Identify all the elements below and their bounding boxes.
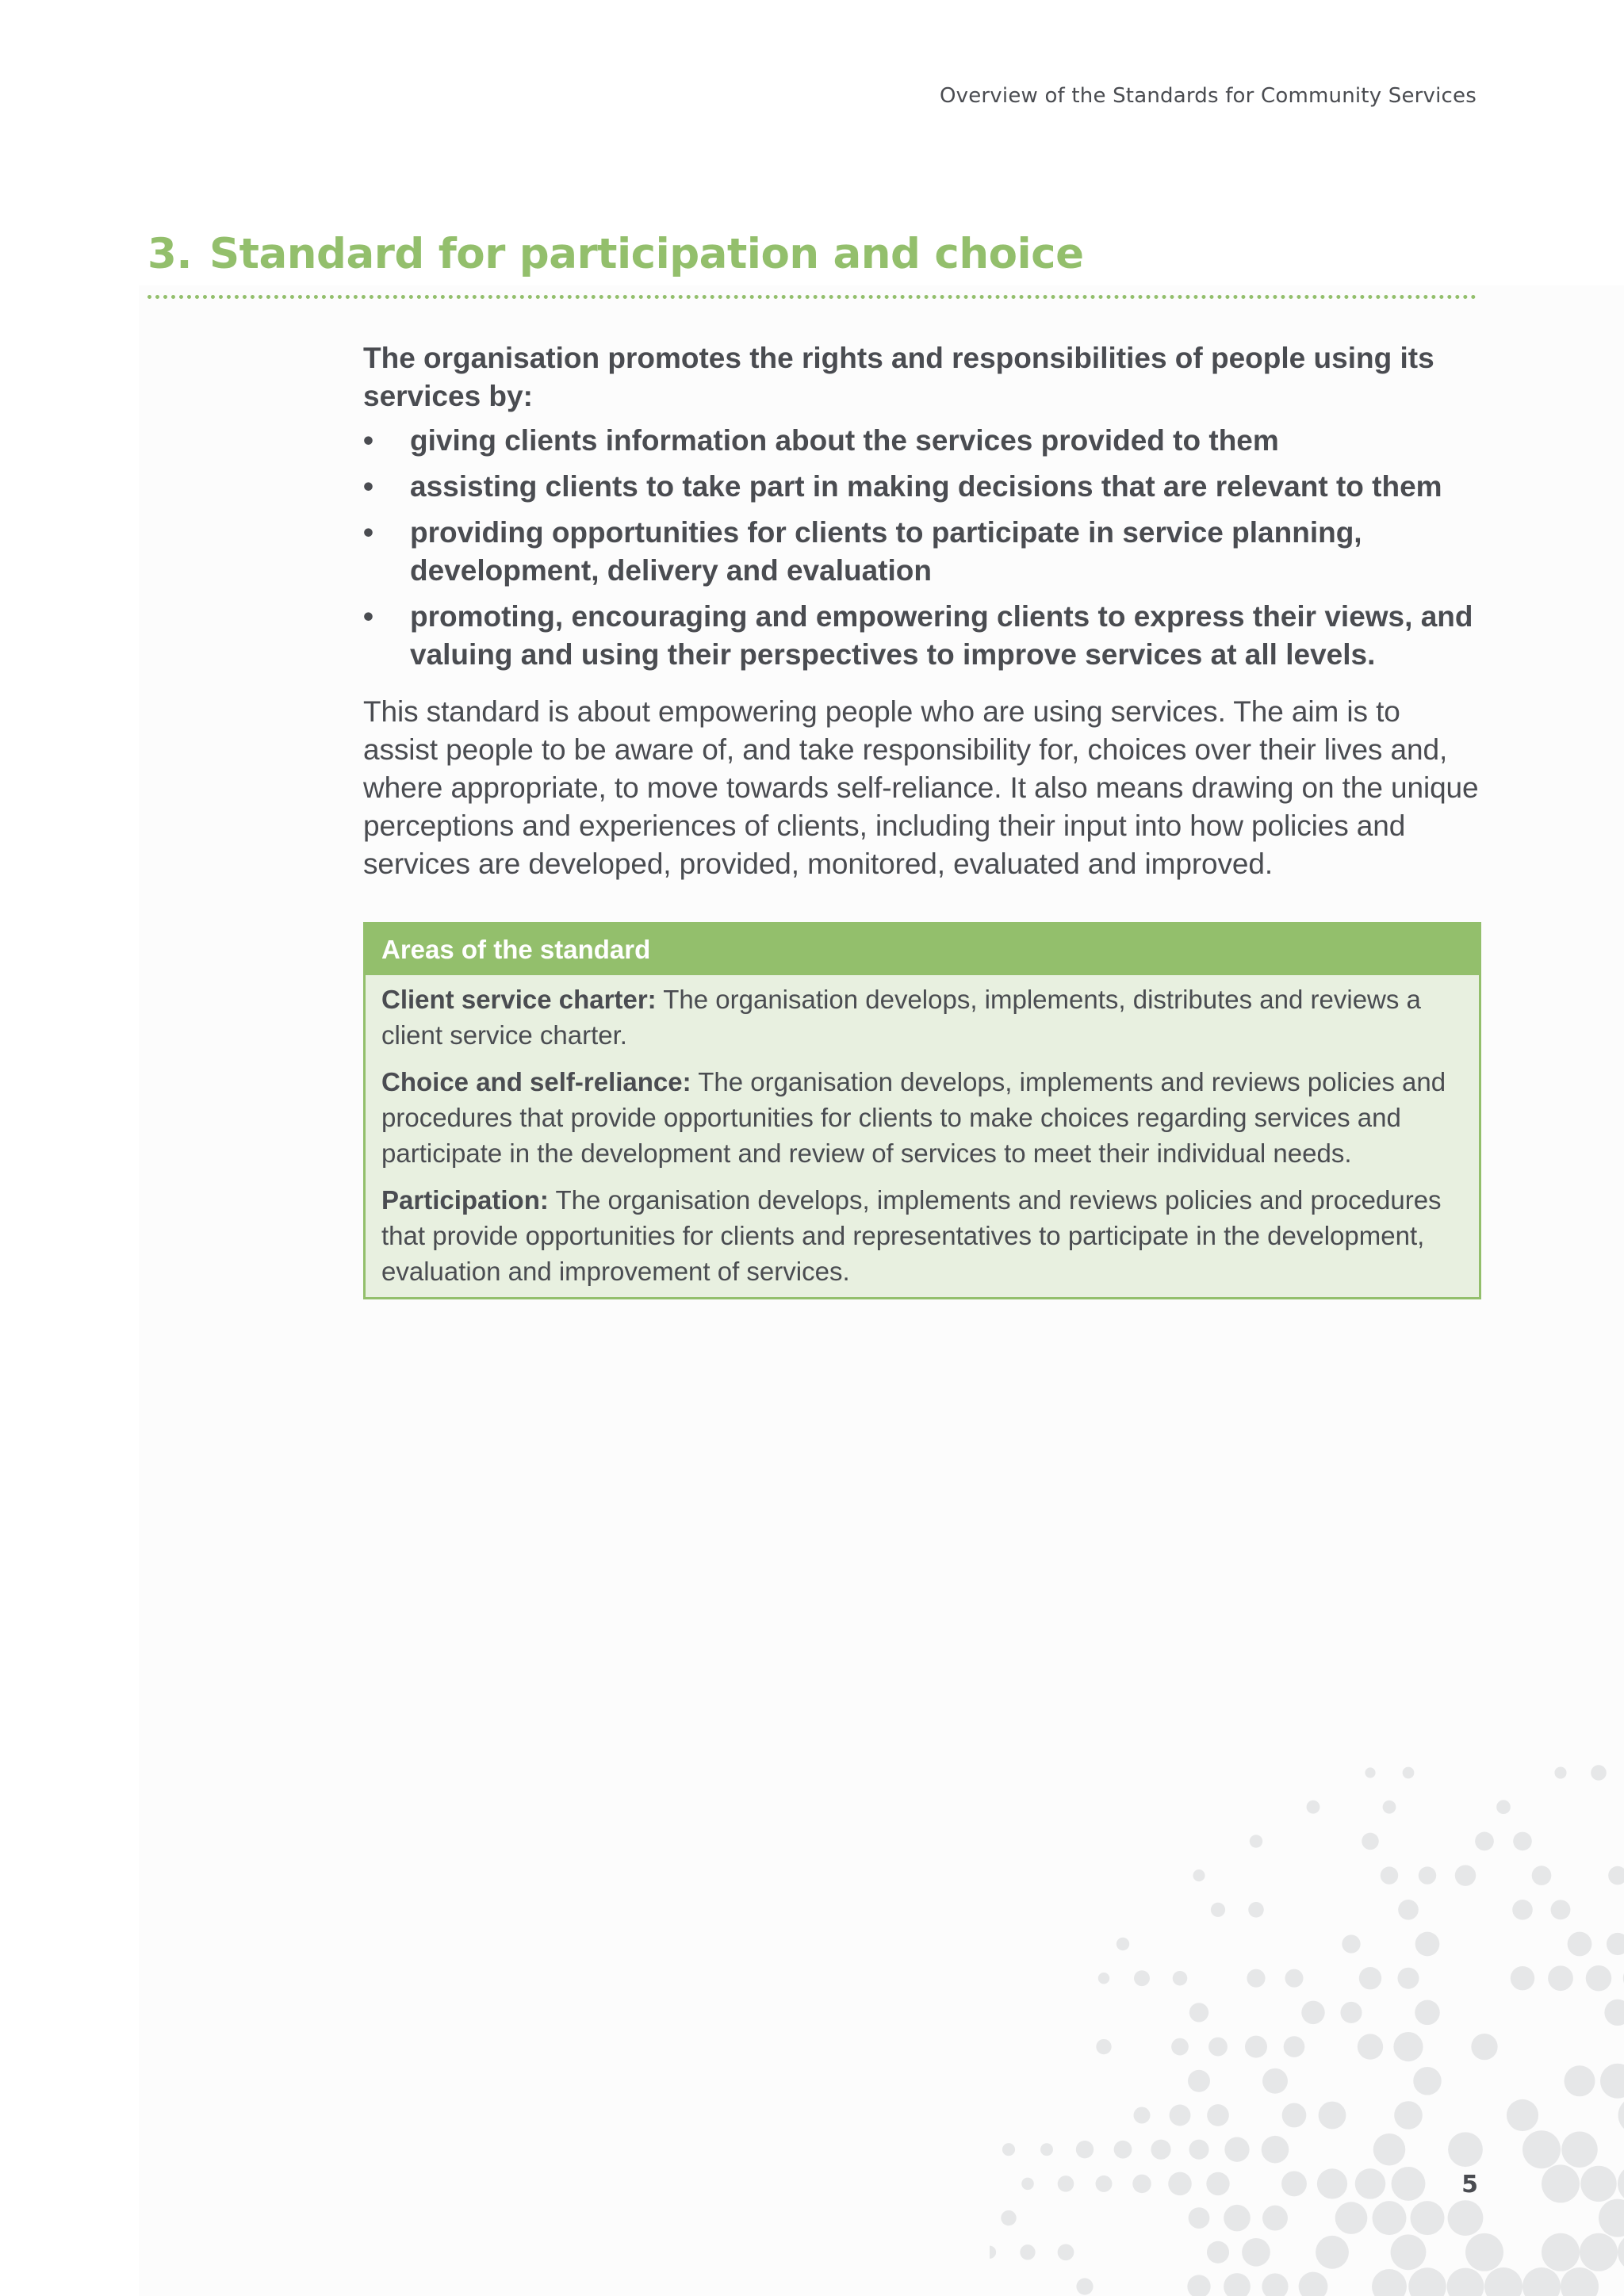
decorative-dot xyxy=(1021,2178,1034,2191)
decorative-dot xyxy=(1207,2104,1229,2126)
decorative-dot xyxy=(1604,1999,1624,2026)
decorative-dot xyxy=(1383,1800,1396,1814)
decorative-dot xyxy=(1224,2205,1251,2232)
decorative-dot xyxy=(1415,1932,1440,1957)
decorative-dot xyxy=(1247,1969,1265,1988)
decorative-dot xyxy=(1132,2175,1151,2194)
decorative-dot xyxy=(1512,1900,1533,1920)
decorative-dot xyxy=(1355,2168,1386,2199)
decorative-dot xyxy=(1455,1865,1476,1885)
decorative-dot xyxy=(1448,2132,1483,2167)
decorative-dot xyxy=(1098,1973,1109,1984)
decorative-dot xyxy=(1187,2275,1210,2296)
bullet-icon: • xyxy=(363,424,373,457)
decorative-dot xyxy=(1189,2207,1210,2229)
decorative-dot xyxy=(1599,2199,1624,2237)
decorative-dot xyxy=(1020,2244,1035,2260)
decorative-dot xyxy=(1134,1970,1150,1986)
decorative-dot xyxy=(1096,2039,1111,2054)
decorative-dot xyxy=(1224,2137,1249,2162)
decorative-dot xyxy=(1397,1968,1419,1989)
decorative-dot xyxy=(1580,2233,1618,2271)
decorative-dot xyxy=(1168,2172,1192,2196)
running-header: Overview of the Standards for Community Services xyxy=(939,84,1477,108)
decorative-dot xyxy=(1392,2167,1426,2201)
decorative-dot xyxy=(990,2246,996,2259)
decorative-dot xyxy=(1465,2233,1503,2271)
decorative-dot xyxy=(1393,2032,1423,2061)
decorative-dot xyxy=(1208,2038,1228,2057)
decorative-dot xyxy=(1358,2034,1383,2059)
decorative-dot xyxy=(1471,2034,1497,2060)
decorative-dot xyxy=(1580,2166,1616,2202)
decorative-dot xyxy=(1058,2244,1074,2260)
decorative-dot xyxy=(1189,2003,1208,2022)
bullet-icon: • xyxy=(363,600,373,633)
decorative-dot xyxy=(1342,1934,1360,1953)
decorative-dot xyxy=(1248,1902,1264,1918)
decorative-dot xyxy=(1096,2175,1113,2192)
decorative-dot xyxy=(1316,2236,1349,2269)
decorative-dot xyxy=(1373,2133,1406,2166)
decorative-dot xyxy=(1317,2168,1347,2198)
decorative-dot xyxy=(1618,2233,1624,2271)
list-item xyxy=(363,468,1481,506)
areas-of-standard-box xyxy=(363,922,1481,1299)
decorative-dot xyxy=(1564,2065,1595,2096)
decorative-dot xyxy=(1542,2233,1580,2271)
decorative-dot xyxy=(1398,1900,1419,1920)
section-title-text: Standard for participation and choice xyxy=(209,230,1084,278)
decorative-dot xyxy=(1170,2105,1191,2126)
area-term: Client service charter: xyxy=(381,985,657,1014)
decorative-dot xyxy=(1335,2202,1368,2234)
decorative-dot xyxy=(1551,1900,1571,1919)
decorative-dot xyxy=(1618,2097,1624,2134)
decorative-dot xyxy=(1522,2267,1561,2296)
page-number: 5 xyxy=(1461,2171,1478,2198)
decorative-dot xyxy=(1211,1903,1225,1917)
section-title xyxy=(147,230,1084,278)
list-item-text: promoting, encouraging and empowering clients to express their views, and valuing and using their perspectives to improve services at all levels. xyxy=(410,600,1473,671)
decorative-dot xyxy=(1285,1969,1303,1988)
decorative-dot xyxy=(1511,1966,1534,1990)
decorative-dot xyxy=(1413,2067,1441,2095)
decorative-dot xyxy=(1262,2136,1289,2164)
decorative-dot xyxy=(1319,2102,1346,2130)
area-term: Choice and self-reliance: xyxy=(381,1067,691,1096)
decorative-dot xyxy=(1373,2201,1407,2235)
main-content xyxy=(363,339,1481,883)
intro-statement: The organisation promotes the rights and responsibilities of people using its services by: xyxy=(363,342,1434,412)
area-description: The organisation develops, implements and reviews policies and procedures that provide opportunities for clients and representatives to participate in the development, evaluation and improvement of services. xyxy=(381,1185,1442,1286)
decorative-dot xyxy=(1415,2000,1439,2025)
decorative-dot xyxy=(1365,1767,1375,1777)
decorative-dot xyxy=(1448,2200,1484,2236)
decorative-dot xyxy=(1340,2002,1362,2023)
list-item xyxy=(363,514,1481,590)
decorative-dot xyxy=(1245,2036,1267,2058)
decorative-dot xyxy=(1206,2172,1229,2195)
decorative-dot xyxy=(1076,2278,1093,2294)
decorative-dot xyxy=(1381,1866,1398,1884)
decorative-dot xyxy=(1224,2273,1251,2296)
area-item-participation xyxy=(366,1182,1479,1297)
decorative-dot xyxy=(1542,2164,1580,2202)
decorative-dot xyxy=(1362,1833,1378,1850)
decorative-dot xyxy=(1600,2064,1624,2099)
bullet-icon: • xyxy=(363,470,373,503)
bullet-list xyxy=(363,422,1481,674)
decorative-dot xyxy=(1301,2001,1324,2024)
decorative-dot xyxy=(1002,2143,1015,2156)
bullet-icon: • xyxy=(363,516,373,549)
decorative-dot xyxy=(1554,1766,1566,1778)
decorative-dot xyxy=(1001,2210,1016,2225)
decorative-dot xyxy=(1372,2269,1407,2296)
list-item xyxy=(363,598,1481,674)
decorative-dot xyxy=(1307,1800,1320,1814)
decorative-dot xyxy=(1591,1765,1607,1781)
decorative-dot xyxy=(1408,2267,1446,2296)
decorative-dot xyxy=(1134,2107,1151,2124)
decorative-dot xyxy=(1532,1866,1552,1885)
decorative-dot xyxy=(1282,2103,1307,2128)
area-item-choice-and-self-reliance xyxy=(366,1064,1479,1171)
area-description: The organisation develops, implements and reviews policies and procedures that provide opportunities for clients to make choices regarding services and participate in the development and review of services to meet their individual needs. xyxy=(381,1067,1446,1168)
decorative-dot xyxy=(1262,2068,1288,2094)
decorative-dot xyxy=(1568,1932,1592,1957)
decorative-dot xyxy=(1475,1832,1494,1851)
decorative-dot xyxy=(1116,1938,1129,1950)
decorative-dot xyxy=(1171,2038,1189,2056)
decorative-dot xyxy=(1561,2267,1599,2296)
decorative-dot xyxy=(1394,2101,1423,2130)
decorative-dot xyxy=(1262,2273,1288,2296)
decorative-dot xyxy=(1608,1866,1624,1885)
decorative-dot xyxy=(1403,1767,1415,1779)
list-item-text: giving clients information about the services provided to them xyxy=(410,424,1279,457)
decorative-dot xyxy=(1151,2140,1170,2160)
dot-pattern-decoration xyxy=(990,1757,1624,2296)
decorative-dot xyxy=(1548,1965,1573,1991)
areas-box-heading: Areas of the standard xyxy=(366,924,1479,975)
decorative-dot xyxy=(1058,2175,1074,2192)
decorative-dot xyxy=(1419,1866,1436,1884)
decorative-dot xyxy=(1076,2141,1094,2158)
title-divider xyxy=(147,295,1477,299)
decorative-dot xyxy=(1411,2201,1445,2235)
decorative-dot xyxy=(1513,1832,1532,1851)
decorative-dot xyxy=(1284,2036,1305,2057)
area-description: The organisation develops, implements, distributes and reviews a client service charter. xyxy=(381,985,1421,1050)
list-item xyxy=(363,422,1481,460)
decorative-dot xyxy=(1207,2241,1229,2263)
decorative-dot xyxy=(1507,2099,1538,2131)
decorative-dot xyxy=(1188,2070,1210,2092)
decorative-dot xyxy=(1496,1800,1511,1814)
decorative-dot xyxy=(1040,2143,1053,2156)
decorative-dot xyxy=(1586,1965,1612,1992)
decorative-dot xyxy=(1618,2164,1624,2202)
decorative-dot xyxy=(1447,2268,1484,2296)
decorative-dot xyxy=(1114,2141,1132,2159)
decorative-dot xyxy=(1250,1835,1262,1847)
decorative-dot xyxy=(1484,2267,1522,2296)
decorative-dot xyxy=(1242,2238,1270,2267)
list-item-text: providing opportunities for clients to participate in service planning, development, delivery and evaluation xyxy=(410,516,1362,587)
decorative-dot xyxy=(1189,2140,1208,2160)
area-term: Participation: xyxy=(381,1185,549,1215)
decorative-dot xyxy=(1391,2234,1427,2270)
decorative-dot xyxy=(1522,2130,1561,2168)
body-paragraph: This standard is about empowering people who are using services. The aim is to assist people to be aware of, and take responsibility for, choices over their lives and, where appropriate, to move towards self-reliance. It also means drawing on the unique perceptions and experiences of clients, including their input into how policies and services are developed, provided, monitored, evaluated and improved. xyxy=(363,695,1479,880)
decorative-dot xyxy=(1561,2131,1597,2167)
decorative-dot xyxy=(1359,1967,1381,1989)
area-item-client-service-charter xyxy=(366,975,1479,1053)
decorative-dot xyxy=(1607,1933,1624,1955)
list-item-text: assisting clients to take part in making decisions that are relevant to them xyxy=(410,470,1442,503)
decorative-dot xyxy=(1281,2171,1307,2196)
decorative-dot xyxy=(1173,1971,1187,1985)
decorative-dot xyxy=(1299,2272,1328,2296)
decorative-dot xyxy=(1262,2206,1288,2231)
section-number: 3. xyxy=(147,230,193,278)
decorative-dot xyxy=(1193,1869,1205,1881)
